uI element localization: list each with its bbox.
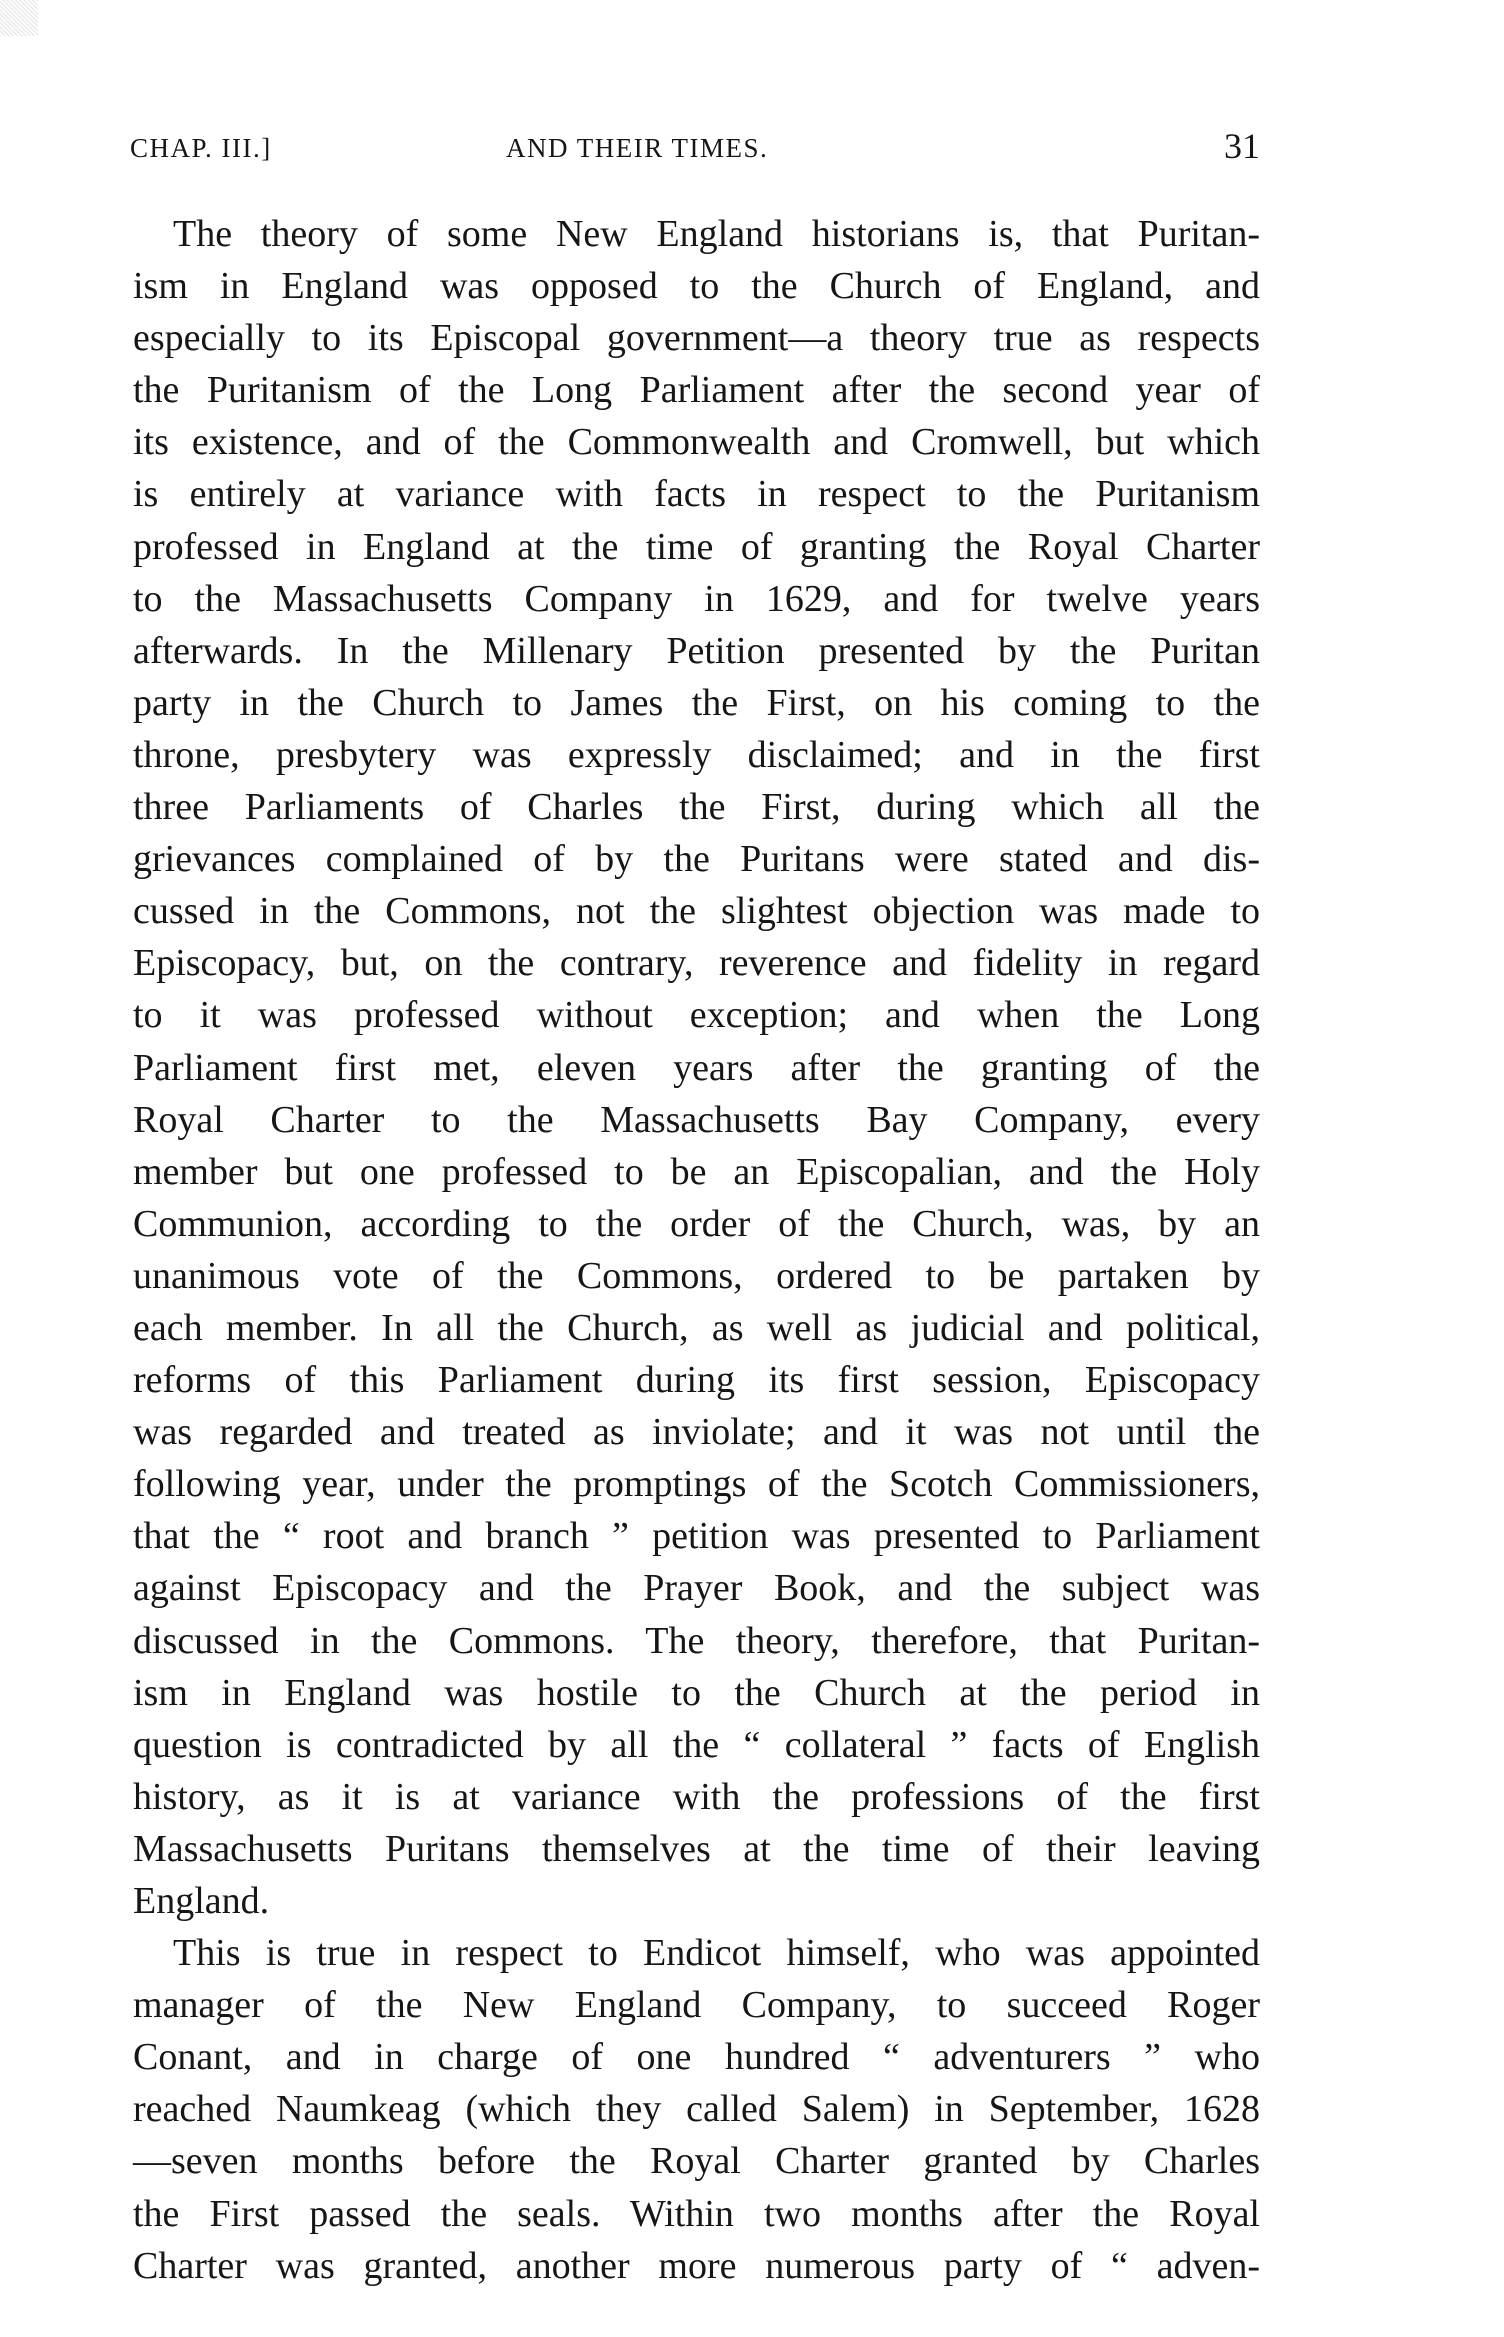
text-line: question is contradicted by all the “ collateral ” facts of English [133, 1723, 1260, 1766]
text-line: cussed in the Commons, not the slightest objection was made to [133, 890, 1260, 933]
text-line: especially to its Episcopal government—a theory true as respects [133, 317, 1260, 360]
text-line: England. [133, 1880, 270, 1922]
text-line: the First passed the seals. Within two months after the Royal [133, 2192, 1260, 2235]
text-line: party in the Church to James the First, on his coming to the [133, 681, 1260, 724]
text-line: professed in England at the time of granting the Royal Charter [133, 525, 1260, 568]
text-line: unanimous vote of the Commons, ordered to be partaken by [133, 1254, 1260, 1297]
text-line: grievances complained of by the Puritans were stated and dis- [133, 838, 1260, 881]
text-line: This is true in respect to Endicot himself, who was appointed [173, 1932, 1260, 1975]
chapter-label: CHAP. III.] [130, 133, 272, 163]
text-line: The theory of some New England historians is, that Puritan- [173, 213, 1260, 255]
text-line: throne, presbytery was expressly disclaimed; and in the first [133, 733, 1260, 776]
text-line: reforms of this Parliament during its first session, Episcopacy [133, 1359, 1260, 1402]
text-line: is entirely at variance with facts in respect to the Puritanism [133, 473, 1260, 516]
text-line: Royal Charter to the Massachusetts Bay Company, every [133, 1098, 1260, 1141]
paragraph-2 [133, 1927, 1260, 2292]
text-line: manager of the New England Company, to succeed Roger [133, 1984, 1260, 2027]
body-text [133, 208, 1260, 2292]
text-line: discussed in the Commons. The theory, therefore, that Puritan- [133, 1619, 1260, 1662]
page-number: 31 [1224, 126, 1260, 166]
text-line: Parliament first met, eleven years after the granting of the [133, 1046, 1260, 1089]
text-line: was regarded and treated as inviolate; and it was not until the [133, 1411, 1260, 1454]
text-line: afterwards. In the Millenary Petition presented by the Puritan [133, 629, 1260, 672]
text-line: Communion, according to the order of the Church, was, by an [133, 1202, 1260, 1245]
text-line: against Episcopacy and the Prayer Book, and the subject was [133, 1567, 1260, 1610]
text-line: three Parliaments of Charles the First, during which all the [133, 786, 1260, 829]
text-line: that the “ root and branch ” petition was presented to Parliament [133, 1515, 1260, 1558]
running-title: AND THEIR TIMES. [506, 133, 769, 163]
text-line: member but one professed to be an Episcopalian, and the Holy [133, 1150, 1260, 1193]
text-line: Episcopacy, but, on the contrary, reverence and fidelity in regard [133, 942, 1260, 985]
text-line: following year, under the promptings of the Scotch Commissioners, [133, 1463, 1260, 1506]
scan-artifact [0, 0, 38, 36]
text-line: Conant, and in charge of one hundred “ adventurers ” who [133, 2036, 1260, 2079]
text-line: each member. In all the Church, as well as judicial and political, [133, 1306, 1260, 1349]
text-line: ism in England was opposed to the Church of England, and [133, 265, 1260, 308]
text-line: the Puritanism of the Long Parliament after the second year of [133, 369, 1260, 412]
text-line: reached Naumkeag (which they called Salem) in September, 1628 [133, 2088, 1260, 2131]
text-line: its existence, and of the Commonwealth and Cromwell, but which [133, 421, 1260, 464]
text-line: Charter was granted, another more numerous party of “ adven- [133, 2244, 1260, 2287]
text-line: to it was professed without exception; and when the Long [133, 994, 1260, 1037]
running-header [130, 125, 1260, 175]
text-line: —seven months before the Royal Charter granted by Charles [133, 2140, 1260, 2183]
text-line: ism in England was hostile to the Church at the period in [133, 1671, 1260, 1714]
text-line: to the Massachusetts Company in 1629, and for twelve years [133, 577, 1260, 620]
paragraph-1 [133, 208, 1260, 1927]
text-line: Massachusetts Puritans themselves at the time of their leaving [133, 1827, 1260, 1870]
text-line: history, as it is at variance with the professions of the first [133, 1775, 1260, 1818]
